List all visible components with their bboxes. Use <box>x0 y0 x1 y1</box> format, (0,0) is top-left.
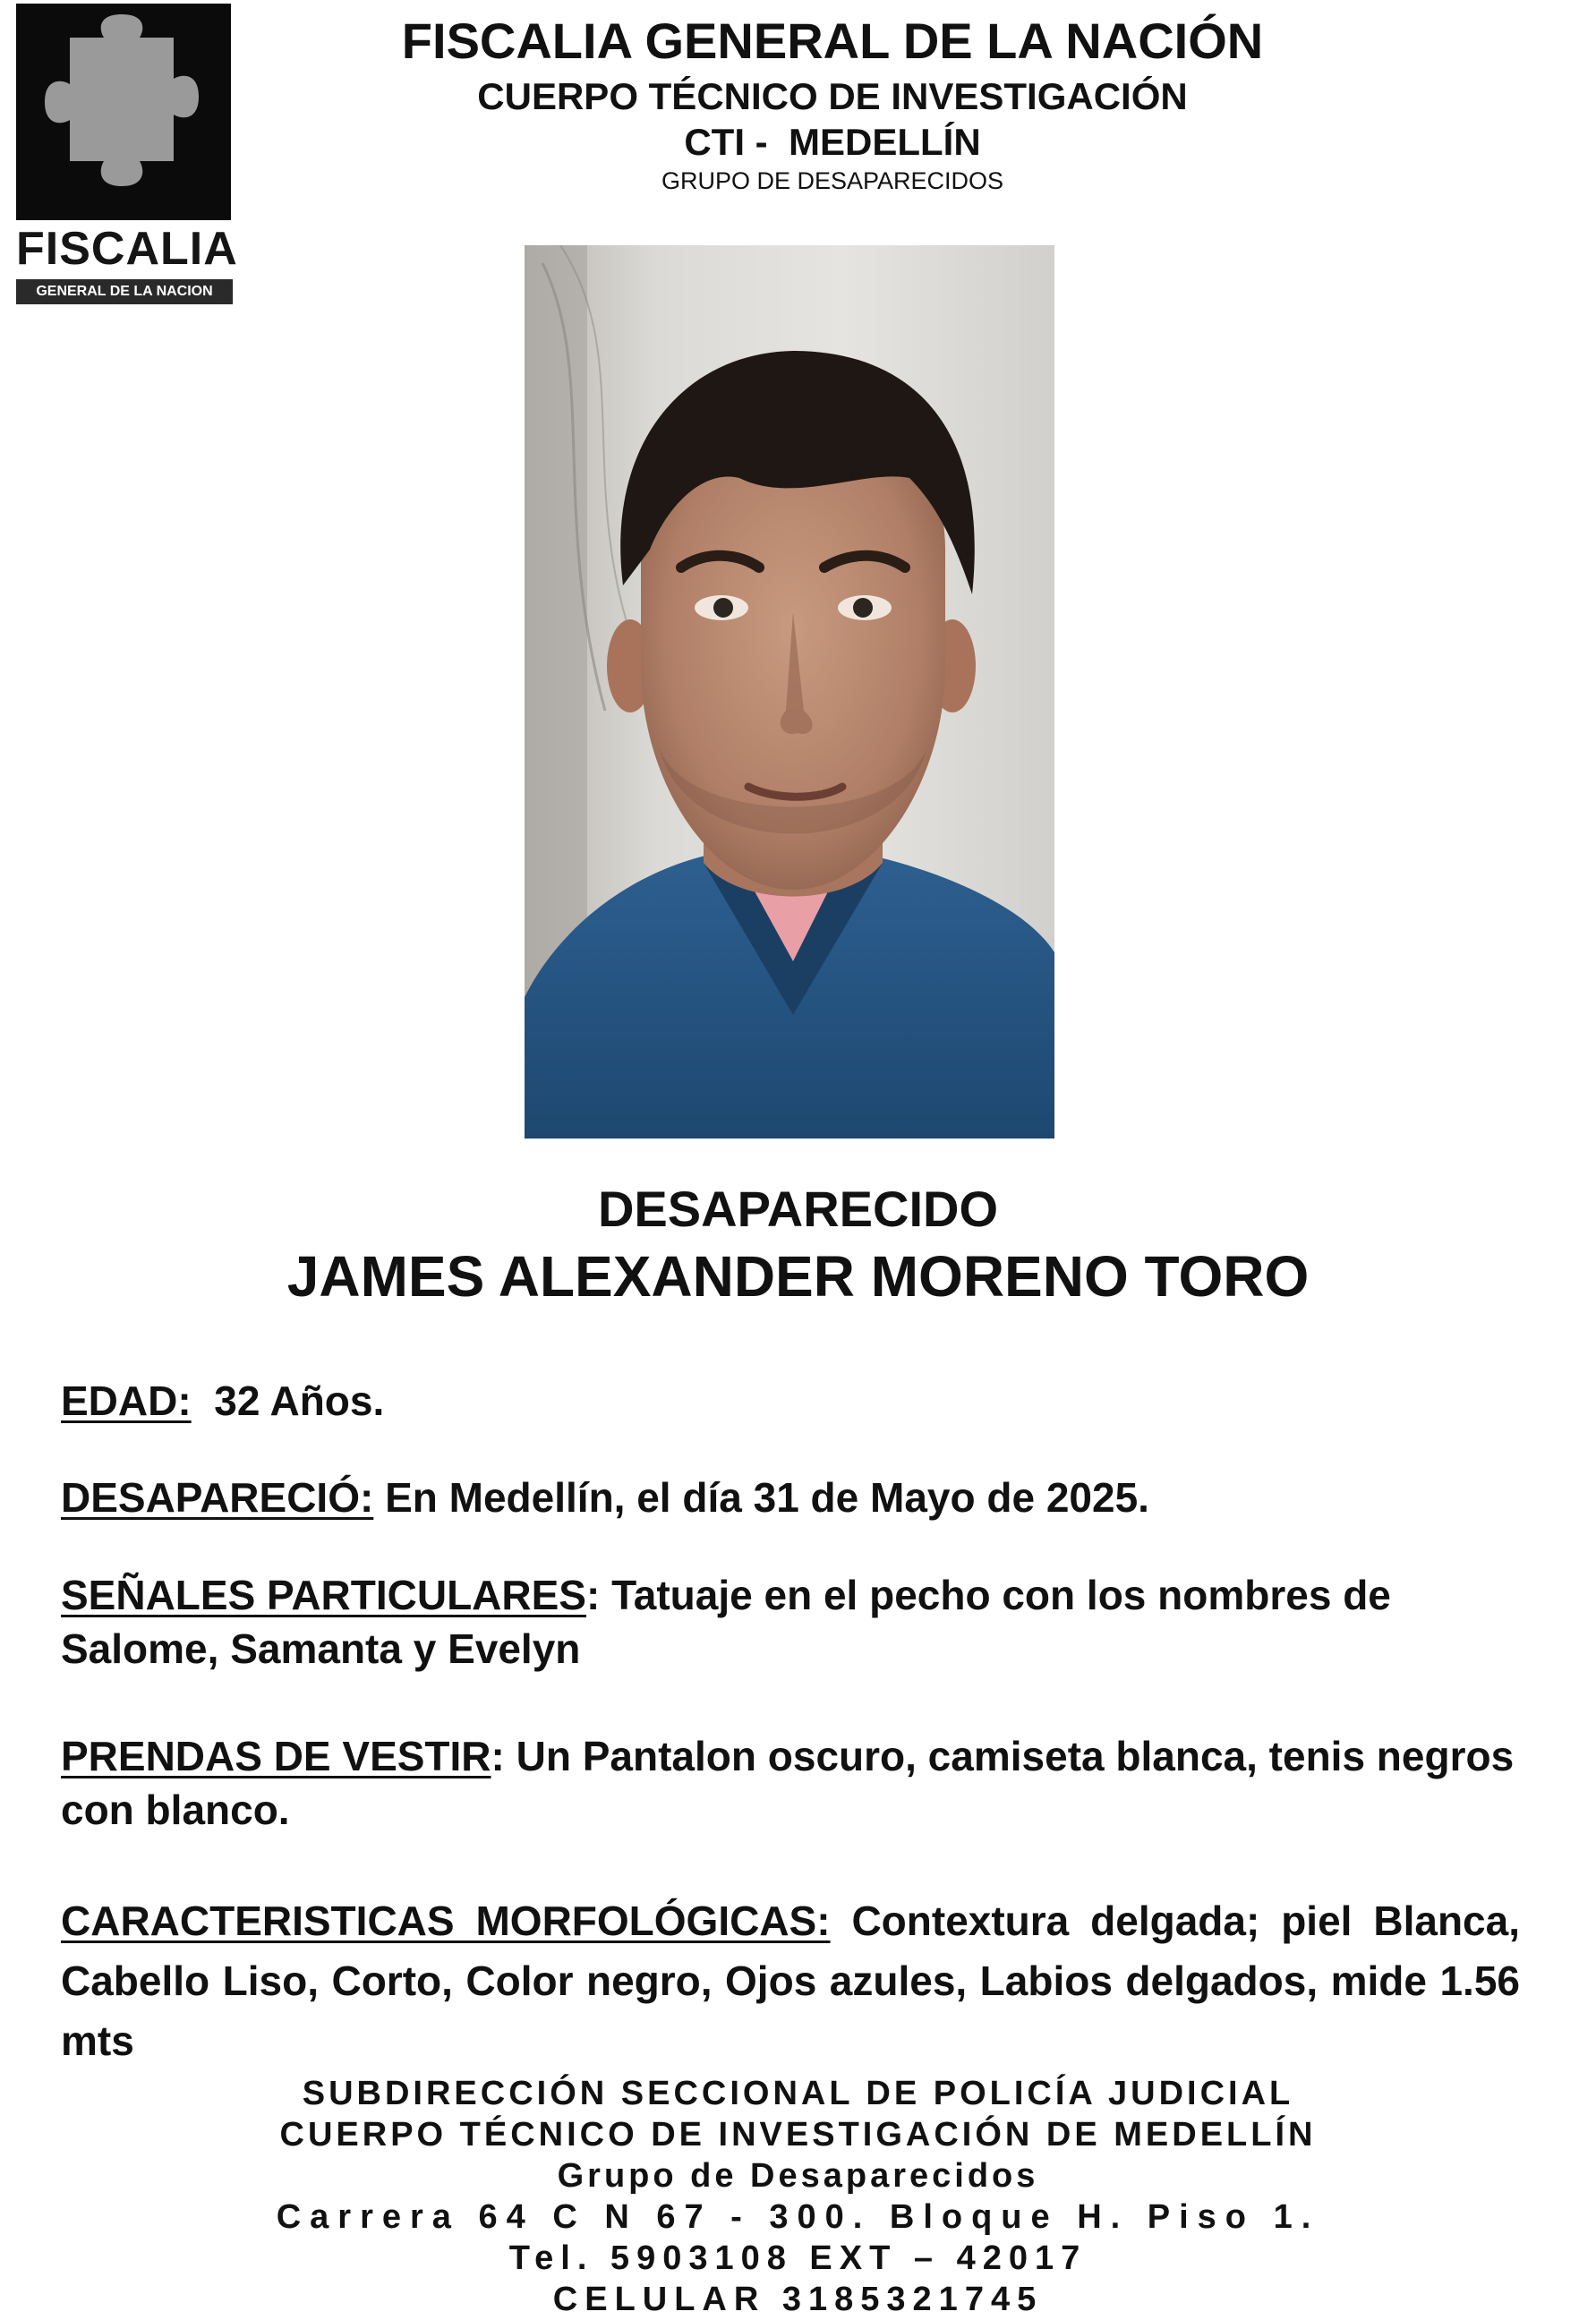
field-edad-value: 32 Años. <box>214 1378 385 1424</box>
footer-line-2: CUERPO TÉCNICO DE INVESTIGACIÓN DE MEDELLÍN <box>279 2116 1317 2154</box>
field-senales <box>61 1568 1520 1676</box>
field-senales-value: Tatuaje en el pecho con los nombres de Salome, Samanta y Evelyn <box>61 1572 1391 1672</box>
field-desaparecio-label: DESAPARECIÓ: <box>61 1474 374 1521</box>
field-prendas-label: PRENDAS DE VESTIR <box>61 1733 491 1779</box>
footer <box>0 2073 1596 2320</box>
field-desaparecio <box>61 1471 1520 1524</box>
header-line-1: CUERPO TÉCNICO DE INVESTIGACIÓN <box>477 75 1188 117</box>
status-heading: DESAPARECIDO <box>597 1181 998 1237</box>
person-photo <box>525 245 1054 1139</box>
field-caracteristicas-value: Contextura delgada; piel Blanca, Cabello Liso, Corto, Color negro, Ojos azules, Labios delgados, mide 1.56 mts <box>61 1898 1520 2064</box>
field-edad <box>61 1374 1520 1428</box>
fiscalia-logo <box>16 4 238 306</box>
person-name: JAMES ALEXANDER MORENO TORO <box>286 1244 1310 1309</box>
footer-line-1: SUBDIRECCIÓN SECCIONAL DE POLICÍA JUDICIAL <box>302 2075 1294 2112</box>
footer-line-3: Grupo de Desaparecidos <box>557 2157 1039 2195</box>
footer-address: Carrera 64 C N 67 - 300. Bloque H. Piso 1. <box>276 2198 1320 2236</box>
header-line-2: CTI - MEDELLÍN <box>684 121 981 163</box>
header-title: FISCALIA GENERAL DE LA NACIÓN <box>401 13 1264 69</box>
field-caracteristicas-label: CARACTERISTICAS MORFOLÓGICAS: <box>61 1898 831 1944</box>
puzzle-piece-icon <box>16 4 231 220</box>
field-senales-label: SEÑALES PARTICULARES <box>61 1572 586 1618</box>
field-prendas-value: Un Pantalon oscuro, camiseta blanca, tenis negros con blanco. <box>61 1733 1515 1833</box>
field-desaparecio-value: En Medellín, el día 31 de Mayo de 2025. <box>385 1474 1149 1521</box>
header <box>269 9 1396 197</box>
field-senales-sep: : <box>585 1572 601 1618</box>
field-caracteristicas <box>61 1891 1520 2071</box>
footer-mobile: CELULAR 3185321745 <box>552 2281 1044 2318</box>
field-prendas <box>61 1729 1520 1837</box>
logo-block <box>16 4 231 220</box>
field-prendas-sep: : <box>491 1733 505 1779</box>
logo-subtitle: GENERAL DE LA NACION <box>16 279 233 304</box>
header-line-3: GRUPO DE DESAPARECIDOS <box>661 167 1004 194</box>
field-edad-label: EDAD: <box>61 1378 192 1424</box>
logo-wordmark: FISCALIA <box>16 223 238 275</box>
footer-phone: Tel. 5903108 EXT – 42017 <box>508 2239 1088 2277</box>
